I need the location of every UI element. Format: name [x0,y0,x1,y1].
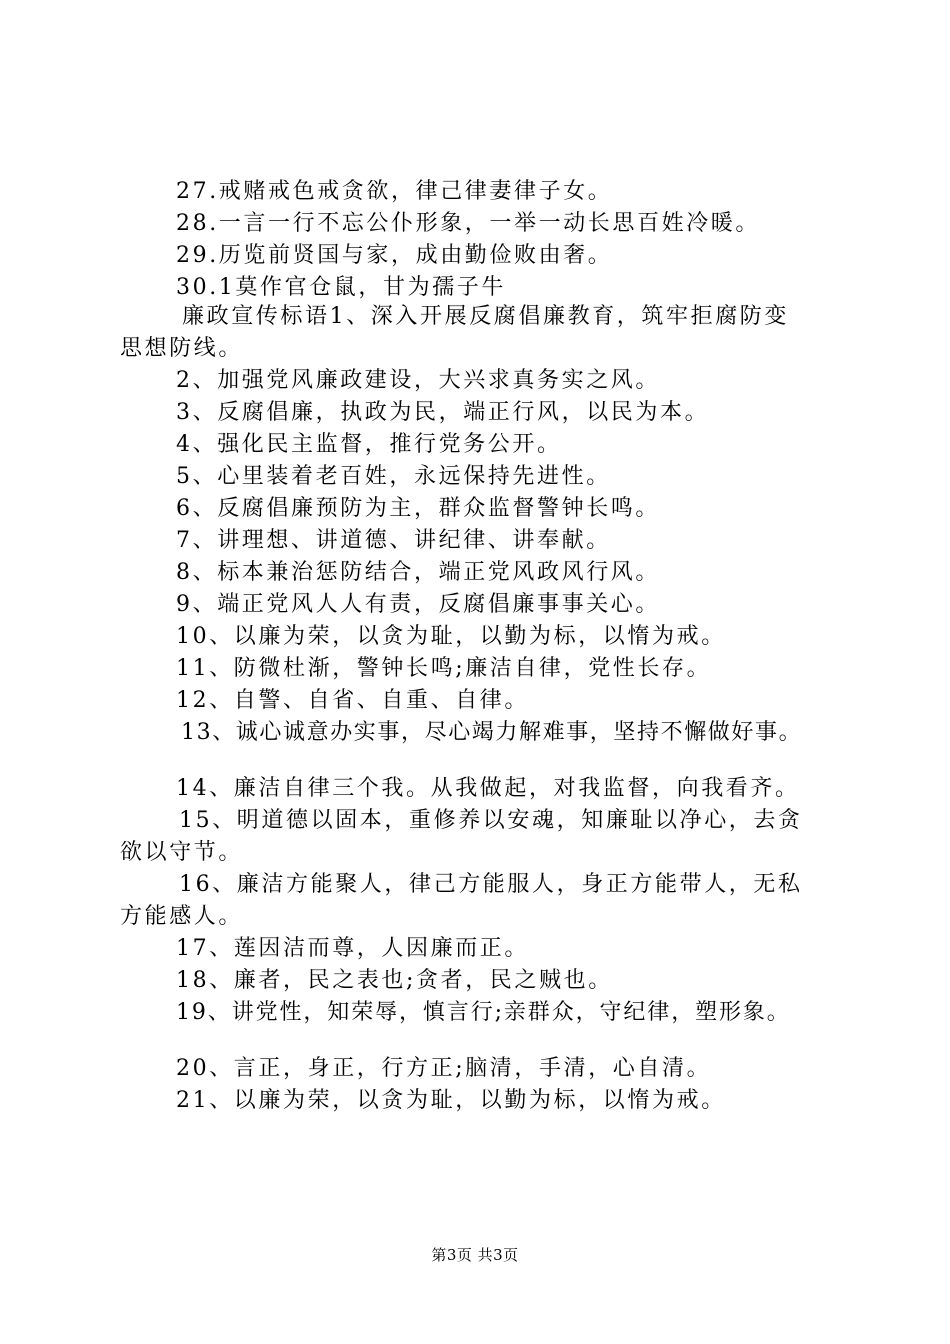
text-line: 7、讲理想、讲道德、讲纪律、讲奉献。 [176,528,611,553]
text-line: 30.1莫作官仓鼠，甘为孺子牛 [176,275,506,300]
text-line: 11、防微杜渐，警钟长鸣;廉洁自律，党性长存。 [176,656,712,681]
page-footer: 第3页 共3页 [431,1246,519,1264]
text-line: 20、言正，身正，行方正;脑清，手清，心自清。 [176,1056,712,1081]
text-line: 14、廉洁自律三个我。从我做起，对我监督，向我看齐。 [176,776,800,801]
text-line: 17、莲因洁而尊，人因廉而正。 [176,936,529,961]
text-line: 8、标本兼治惩防结合，端正党风政风行风。 [176,560,660,585]
text-line: 9、端正党风人人有责，反腐倡廉事事关心。 [176,592,660,617]
text-line: 21、以廉为荣，以贪为耻，以勤为标，以惰为戒。 [176,1088,726,1113]
text-line: 29.历览前贤国与家，成由勤俭败由奢。 [176,243,613,268]
text-line: 5、心里装着老百姓，永远保持先进性。 [176,464,611,489]
text-line: 思想防线。 [120,336,244,361]
text-line: 16、廉洁方能聚人，律己方能服人，身正方能带人，无私 [179,872,803,897]
text-line: 方能感人。 [120,904,244,929]
text-line: 28.一言一行不忘公仆形象，一举一动长思百姓冷暖。 [176,211,760,236]
text-line: 欲以守节。 [120,840,244,865]
text-line: 27.戒赌戒色戒贪欲，律己律妻律子女。 [176,179,613,204]
text-line: 4、强化民主监督，推行党务公开。 [176,432,562,457]
text-line: 10、以廉为荣，以贪为耻，以勤为标，以惰为戒。 [176,624,726,649]
text-line: 12、自警、自省、自重、自律。 [176,688,529,713]
text-line: 6、反腐倡廉预防为主，群众监督警钟长鸣。 [176,496,660,521]
text-line: 18、廉者，民之表也;贪者，民之贼也。 [176,968,613,993]
text-line: 2、加强党风廉政建设，大兴求真务实之风。 [176,368,660,393]
text-line: 3、反腐倡廉，执政为民，端正行风，以民为本。 [176,400,710,425]
text-line: 13、诚心诚意办实事，尽心竭力解难事，坚持不懈做好事。 [181,720,803,745]
text-line: 19、讲党性，知荣辱，慎言行;亲群众，守纪律，塑形象。 [176,1000,791,1025]
text-line: 廉政宣传标语1、深入开展反腐倡廉教育，筑牢拒腐防变 [182,304,789,329]
text-line: 15、明道德以固本，重修养以安魂，知廉耻以净心，去贪 [179,808,803,833]
